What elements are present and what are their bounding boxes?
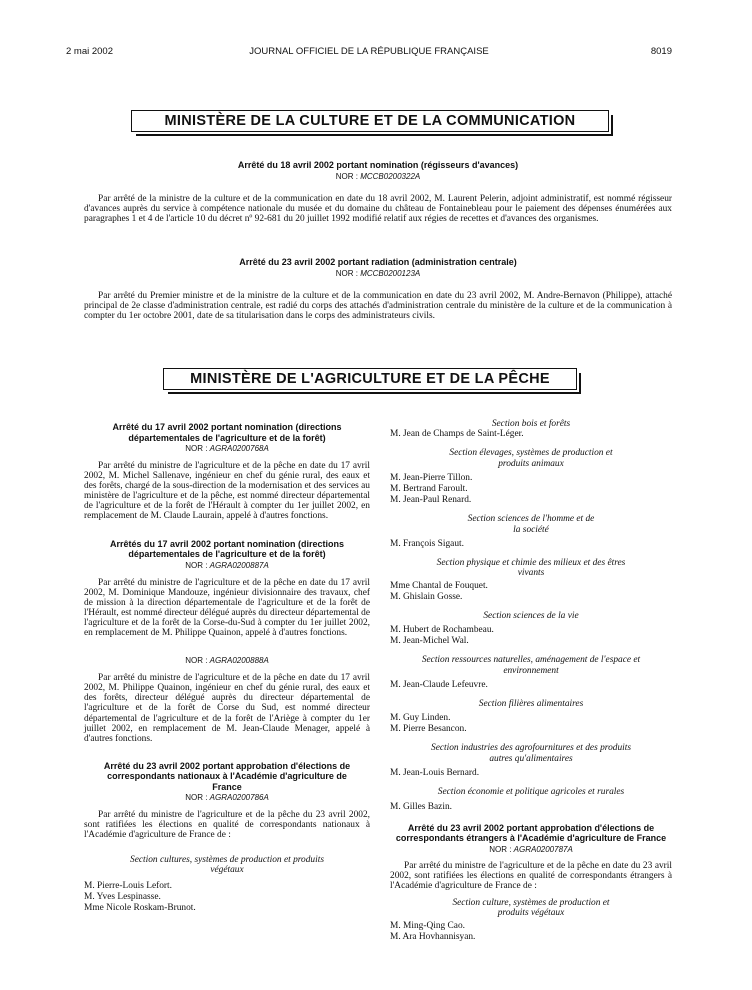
section-title: Section industries des agrofournitures et des produits autres qu'alimentaires [431,743,631,764]
section-title: Section bois et forêts [491,419,571,429]
section-title: Section élevages, systèmes de production et produits animaux [449,448,613,469]
decree-title: Arrêté du 18 avril 2002 portant nomination (régisseurs d'avances) [237,160,519,170]
nor-code: MCCB0200322A [360,171,421,181]
decree-text: Par arrêté du ministre de l'agriculture et de la pêche du 23 avril 2002, sont ratifiées les élections en qualité de correspondants nationaux à l'Académie d'agriculture de France de : [84,810,370,841]
name-list-item: M. Ghislain Gosse. [390,591,463,602]
agri-decree-4 [390,823,672,943]
name-list-item: M. Jean-Claude Lefeuvre. [390,680,488,691]
decree-text: Par arrêté du Premier ministre et de la ministre de la culture et de la communication en date du 23 avril 2002, M. Andre-Bernavon (Philippe), attaché principal de 2e classe d'administration centrale, est radié du corps des attachés d'administration centrale du ministère de la culture et de la communication à compter du 1er octobre 2001, date de sa titularisation dans le corps des administrateurs civils. [84,290,672,321]
name-list-item: Mme Nicole Roskam-Brunot. [84,903,196,914]
section-group [390,787,672,812]
nor-label: NOR : [185,560,208,570]
name-list-item: M. Pierre-Louis Lefort. [84,881,172,892]
name-list-item: M. Guy Linden. [390,713,451,724]
name-list-item: M. François Sigaut. [390,539,464,550]
name-list-item: M. Jean-Pierre Tillon. [390,473,473,484]
decree-text: Par arrêté du ministre de l'agriculture et de la pêche en date du 23 avril 2002, sont ratifiées les élections en qualité de correspondants étrangers à l'Académie d'agriculture de France de : [390,860,672,891]
name-list-item: M. Jean-Michel Wal. [390,636,469,647]
decree-text-2: Par arrêté du ministre de l'agriculture et de la pêche en date du 17 avril 2002, M. Philippe Quainon, ingénieur en chef du génie rural, des eaux et des forêts, directeur délégué auprès du directeur départemental de l'agriculture et de la forêt de Corse du Sud, est nommé directeur départemental de l'agriculture et de la forêt de l'Ariège à compter du 1er juillet 2002, en remplacement de M. Jean-Claude Menager, appelé à d'autres fonctions. [84,673,370,744]
nor-line [84,560,370,571]
right-column [390,419,672,943]
section-group [390,699,672,735]
nor-line [390,844,672,855]
agriculture-ministry-title: MINISTÈRE DE L'AGRICULTURE ET DE LA PÊCHE [163,368,577,390]
section-title: Section physique et chimie des milieux et des êtres vivants [436,558,626,579]
decree-title: Arrêtés du 17 avril 2002 portant nomination (directions départementales de l'agriculture et de la forêt) [109,538,345,560]
name-list-item: M. Yves Lespinasse. [84,892,161,903]
nor-line [84,443,370,454]
section-title: Section filières alimentaires [478,699,584,710]
decree-text: Par arrêté du ministre de l'agriculture et de la pêche en date du 17 avril 2002, M. Michel Sallenave, ingénieur en chef du génie rural, des eaux et des forêts, chargé de la sous-direction de la modernisation et des services au ministère de l'agriculture et de la pêche, est nommé directeur départemental de l'agriculture et de la forêt de l'Hérault à compter du 1er juillet 2002, en remplacement de M. Claude Laurain, appelé à d'autres fonctions. [84,461,370,522]
nor-label: NOR : [185,793,208,803]
culture-decree-1 [84,160,672,224]
name-list-item: M. Gilles Bazin. [390,801,452,812]
name-list-item: M. Hubert de Rochambeau. [390,625,494,636]
header-date: 2 mai 2002 [66,46,114,57]
culture-decree-2 [84,257,672,321]
nor-code: AGRA0200768A [209,444,269,453]
header-journal-title: JOURNAL OFFICIEL DE LA RÉPUBLIQUE FRANÇAISE [249,46,489,57]
agri-decree-3 [84,761,370,915]
decree-title: Arrêté du 23 avril 2002 portant radiation (administration centrale) [239,257,517,267]
name-list-item: M. Jean-Paul Renard. [390,495,472,506]
section-title: Section culture, systèmes de production et produits végétaux [452,897,610,919]
nor-line [84,268,672,279]
name-list-item: M. Bertrand Faroult. [390,484,468,495]
name-list-item: M. Ming-Qing Cao. [390,920,465,931]
section-title: Section cultures, systèmes de production et produits végétaux [130,854,324,875]
section-group [390,743,672,779]
section-group [390,558,672,603]
name-list-item: Mme Chantal de Fouquet. [390,580,488,591]
section-group [390,611,672,647]
decree-text: Par arrêté du ministre de l'agriculture et de la pêche en date du 17 avril 2002, M. Dominique Mandouze, ingénieur divisionnaire des travaux, chef de mission à la direction départementale de l'agriculture et de la forêt de l'Hérault, est nommé directeur délégué auprès du directeur départemental de l'agriculture et de la forêt de la Corse-du-Sud à compter du 1er juillet 2002, en remplacement de M. Philippe Quainon, appelé à d'autres fonctions. [84,577,370,639]
nor-line-2 [84,655,370,666]
section-group [390,419,672,440]
nor-label: NOR : [335,268,358,278]
nor-code: AGRA0200888A [209,656,269,666]
decree-title: Arrêté du 23 avril 2002 portant approbation d'élections de correspondants étrangers à l'Académie d'agriculture de France [395,822,667,844]
header-page-number: 8019 [650,46,672,57]
name-list-item: M. Ara Hovhannisyan. [390,931,476,942]
name-list-item: M. Jean-Louis Bernard. [390,768,480,779]
nor-code: AGRA0200887A [209,560,269,570]
nor-line [84,171,672,182]
nor-code: AGRA0200786A [209,793,269,803]
left-column [84,422,370,914]
section-title: Section ressources naturelles, aménagement de l'espace et environnement [421,655,641,676]
nor-label: NOR : [489,844,512,854]
culture-ministry-title: MINISTÈRE DE LA CULTURE ET DE LA COMMUNICATION [131,110,609,132]
nor-code: AGRA0200787A [513,844,573,854]
section-title: Section sciences de l'homme et de la société [467,514,595,535]
nor-label: NOR : [185,656,208,666]
nor-line [84,792,370,803]
nor-code: MCCB0200123A [360,268,421,278]
name-list-item: M. Pierre Besancon. [390,724,467,735]
nor-label: NOR : [335,171,358,181]
decree-text: Par arrêté de la ministre de la culture et de la communication en date du 18 avril 2002, M. Laurent Pelerin, adjoint administratif, est nommé régisseur d'avances auprès du service à compétence nationale du musée et du domaine du château de Fontainebleau pour le paiement des dépenses énumérées aux paragraphes 1 et 4 de l'article 10 du décret nº 92-681 du 20 juillet 1992 modifié relatif aux régies de recettes et d'avances des organismes. [84,193,672,224]
agri-decree-2 [84,539,370,744]
decree-title: Arrêté du 17 avril 2002 portant nomination (directions départementales de l'agriculture et de la forêt) [112,422,342,443]
agri-decree-1 [84,422,370,522]
section-group [390,655,672,691]
name-list-item: M. Jean de Champs de Saint-Léger. [390,429,524,440]
section-group [390,514,672,550]
nor-label: NOR : [185,444,208,453]
section-group [390,448,672,506]
section-title: Section économie et politique agricoles et rurales [437,787,625,798]
decree-title: Arrêté du 23 avril 2002 portant approbation d'élections de correspondants nationaux à l'Académie d'agriculture de France [103,760,351,792]
section-title: Section sciences de la vie [483,610,579,621]
